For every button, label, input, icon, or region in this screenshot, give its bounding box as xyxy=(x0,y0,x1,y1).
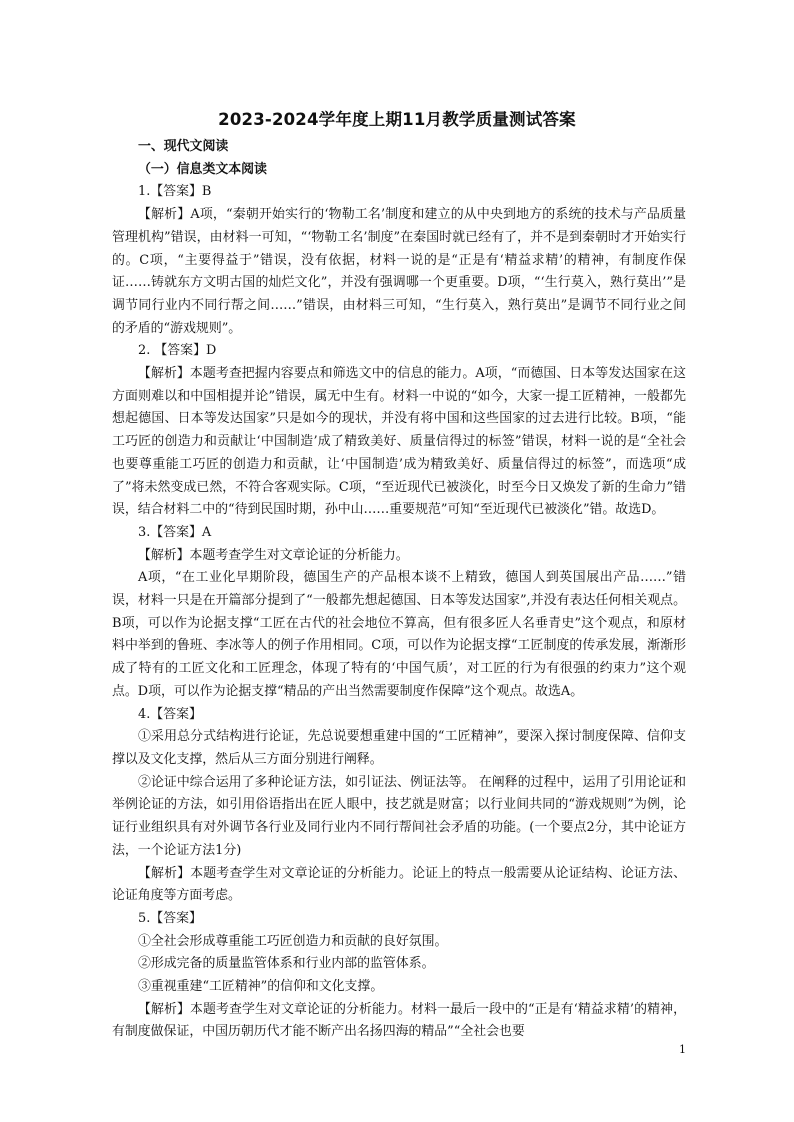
q5-answer: 5.【答案】 xyxy=(138,910,202,926)
q5-point-1: ①全社会形成尊重能工巧匠创造力和贡献的良好氛围。 xyxy=(138,933,448,949)
q4-point-1: ①采用总分式结构进行论证，先总说要想重建中国的“工匠精神”，要深入探讨制度保障、信仰支撑以及文化支撑，然后从三方面分别进行阐释。 xyxy=(112,729,686,767)
q3-analysis-intro: 【解析】本题考查学生对文章论证的分析能力。 xyxy=(138,547,409,563)
q3-analysis-detail: A项，“在工业化早期阶段，德国生产的产品根本谈不上精致，德国人到英国展出产品……”错误，材料一只是在开篇部分提到了“一般都先想起德国、日本等发达国家”,并没有表达任何相关观点。B项，可以作为论据支撑“工匠在古代的社会地位不算高，但有很多匠人名垂青史”这个观点，和原材料中举到的鲁班、李冰等人的例子作用相同。C项，可以作为论据支撑“工匠制度的传承发展，渐渐形成了特有的工匠文化和工匠理念，体现了特有的‘中国气质’，对工匠的行为有很强的约束力”这个观点。D项，可以作为论据支撑“精品的产出当然需要制度作保障”这个观点。故选A。 xyxy=(112,570,686,699)
q2-analysis: 【解析】本题考查把握内容要点和筛选文中的信息的能力。A项，“而德国、日本等发达国家在这方面则难以和中国相提并论”错误，属无中生有。材料一中说的“如今，大家一提工匠精神，一般都先想起德国、日本等发达国家”只是如今的现状，并没有将中国和这些国家的过去进行比较。B项，“能工巧匠的创造力和贡献让‘中国制造’成了精致美好、质量信得过的标签”错误，材料一说的是“全社会也要尊重能工巧匠的创造力和贡献，让‘中国制造’成为精致美好、质量信得过的标签”，而选项“成了”将未然变成已然，不符合客观实际。C项，“至近现代已被淡化，时至今日又焕发了新的生命力”错误，结合材料二中的“待到民国时期，孙中山……重要规范”可知“至近现代已被淡化”错。故选D。 xyxy=(112,366,686,518)
q4-answer: 4.【答案】 xyxy=(138,706,202,722)
section-heading: 一、现代文阅读 xyxy=(138,139,229,154)
answer-content xyxy=(112,136,686,1044)
q2-answer: 2. 【答案】D xyxy=(138,343,217,359)
q1-answer: 1.【答案】B xyxy=(138,184,212,200)
q4-point-2: ②论证中综合运用了多种论证方法，如引证法、例证法等。 在阐释的过程中，运用了引用论证和举例论证的方法，如引用俗语指出在匠人眼中，技艺就是财富；以行业间共同的“游戏规则”为例，论证行业组织具有对外调节各行业及同行业内不同行帮间社会矛盾的功能。(一个要点2分，其中论证方法，一个论证方法1分) xyxy=(112,774,686,858)
subsection-heading: （一）信息类文本阅读 xyxy=(138,161,267,177)
q5-point-3: ③重视重建“工匠精神”的信仰和文化支撑。 xyxy=(138,979,384,995)
q3-answer: 3.【答案】A xyxy=(138,524,212,540)
q5-analysis: 【解析】本题考查学生对文章论证的分析能力。材料一最后一段中的“正是有‘精益求精’的精神，有制度做保证，中国历朝历代才能不断产出名扬四海的精品”“全社会也要 xyxy=(112,1001,686,1040)
q4-analysis: 【解析】本题考查学生对文章论证的分析能力。论证上的特点一般需要从论证结构、论证方法、论证角度等方面考虑。 xyxy=(112,865,686,904)
q5-point-2: ②形成完备的质量监管体系和行业内部的监管体系。 xyxy=(138,956,435,972)
page-number: 1 xyxy=(679,1043,686,1056)
document-title: 2023-2024学年度上期11月教学质量测试答案 xyxy=(218,110,576,129)
q1-analysis: 【解析】A项，“秦朝开始实行的‘物勒工名’制度和建立的从中央到地方的系统的技术与产品质量管理机构”错误，由材料一可知，“‘物勒工名’制度”在秦国时就已经有了，并不是到秦朝时才开始实行的。C项，“主要得益于”错误，没有依据，材料一说的是“正是有‘精益求精’的精神，有制度作保证……铸就东方文明古国的灿烂文化”，并没有强调哪一个更重要。D项，“‘生行莫入，熟行莫出’”是调节同行业内不同行帮之间……”错误，由材料三可知，“生行莫入，熟行莫出”是调节不同行业之间的矛盾的“游戏规则”。 xyxy=(112,207,686,336)
